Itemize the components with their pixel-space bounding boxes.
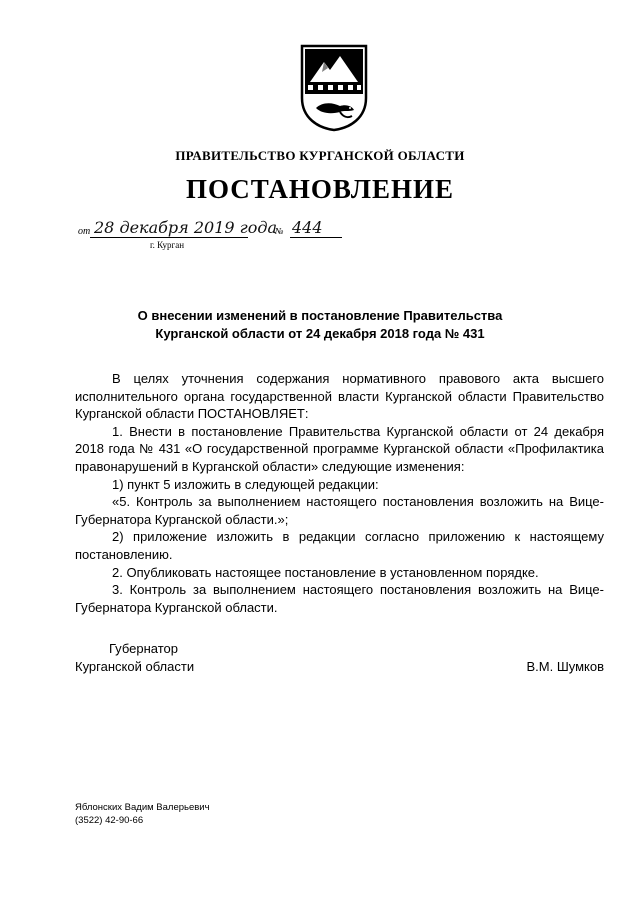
signer-position-line-2: Курганской области <box>75 658 195 674</box>
item-3-paragraph: 3. Контроль за выполнением настоящего постановления возложить на Вице-Губернатора Курганской области. <box>75 582 604 615</box>
city-label: г. Курган <box>150 240 185 250</box>
signer-name: В.М. Шумков <box>526 658 604 674</box>
executor-block <box>75 801 210 827</box>
item-1-2-paragraph: 2) приложение изложить в редакции согласно приложению к настоящему постановлению. <box>75 529 604 562</box>
date-underline <box>90 237 248 238</box>
handwritten-date: 28 декабря 2019 года <box>94 218 278 237</box>
number-underline <box>290 237 342 238</box>
document-type-title: ПОСТАНОВЛЕНИЕ <box>185 174 455 204</box>
dateline <box>78 218 358 252</box>
subject-line-1: О внесении изменений в постановление Правительства <box>137 308 503 323</box>
date-prefix: от <box>78 226 91 237</box>
item-1-1-paragraph: 1) пункт 5 изложить в следующей редакции: <box>112 476 379 492</box>
document-subject <box>0 307 640 343</box>
handwritten-number: 444 <box>292 218 323 237</box>
subject-line-2: Курганской области от 24 декабря 2018 года № 431 <box>155 326 485 341</box>
preamble-paragraph: В целях уточнения содержания нормативного правового акта высшего исполнительного органа государственной власти Курганской области Правительство Курганской области ПОСТАНОВЛЯЕТ: <box>75 371 604 422</box>
signer-position-line-1: Губернатор <box>109 641 178 656</box>
item-2-paragraph: 2. Опубликовать настоящее постановление в установленном порядке. <box>112 564 539 580</box>
government-title: ПРАВИТЕЛЬСТВО КУРГАНСКОЙ ОБЛАСТИ <box>175 148 465 163</box>
item-1-paragraph: 1. Внести в постановление Правительства Курганской области от 24 декабря 2018 года № 431 «О государственной программе Курганской области «Профилактика правонарушений в Курганской области» следующие изменения: <box>75 423 604 474</box>
signature-block <box>75 640 604 680</box>
kurgan-coat-of-arms-icon <box>300 44 368 132</box>
executor-phone: (3522) 42-90-66 <box>75 815 144 826</box>
item-1-1-text-paragraph: «5. Контроль за выполнением настоящего постановления возложить на Вице-Губернатора Курганской области.»; <box>75 494 604 527</box>
executor-name: Яблонских Вадим Валерьевич <box>75 802 210 813</box>
document-body <box>75 370 604 616</box>
number-sign: № <box>275 226 284 236</box>
